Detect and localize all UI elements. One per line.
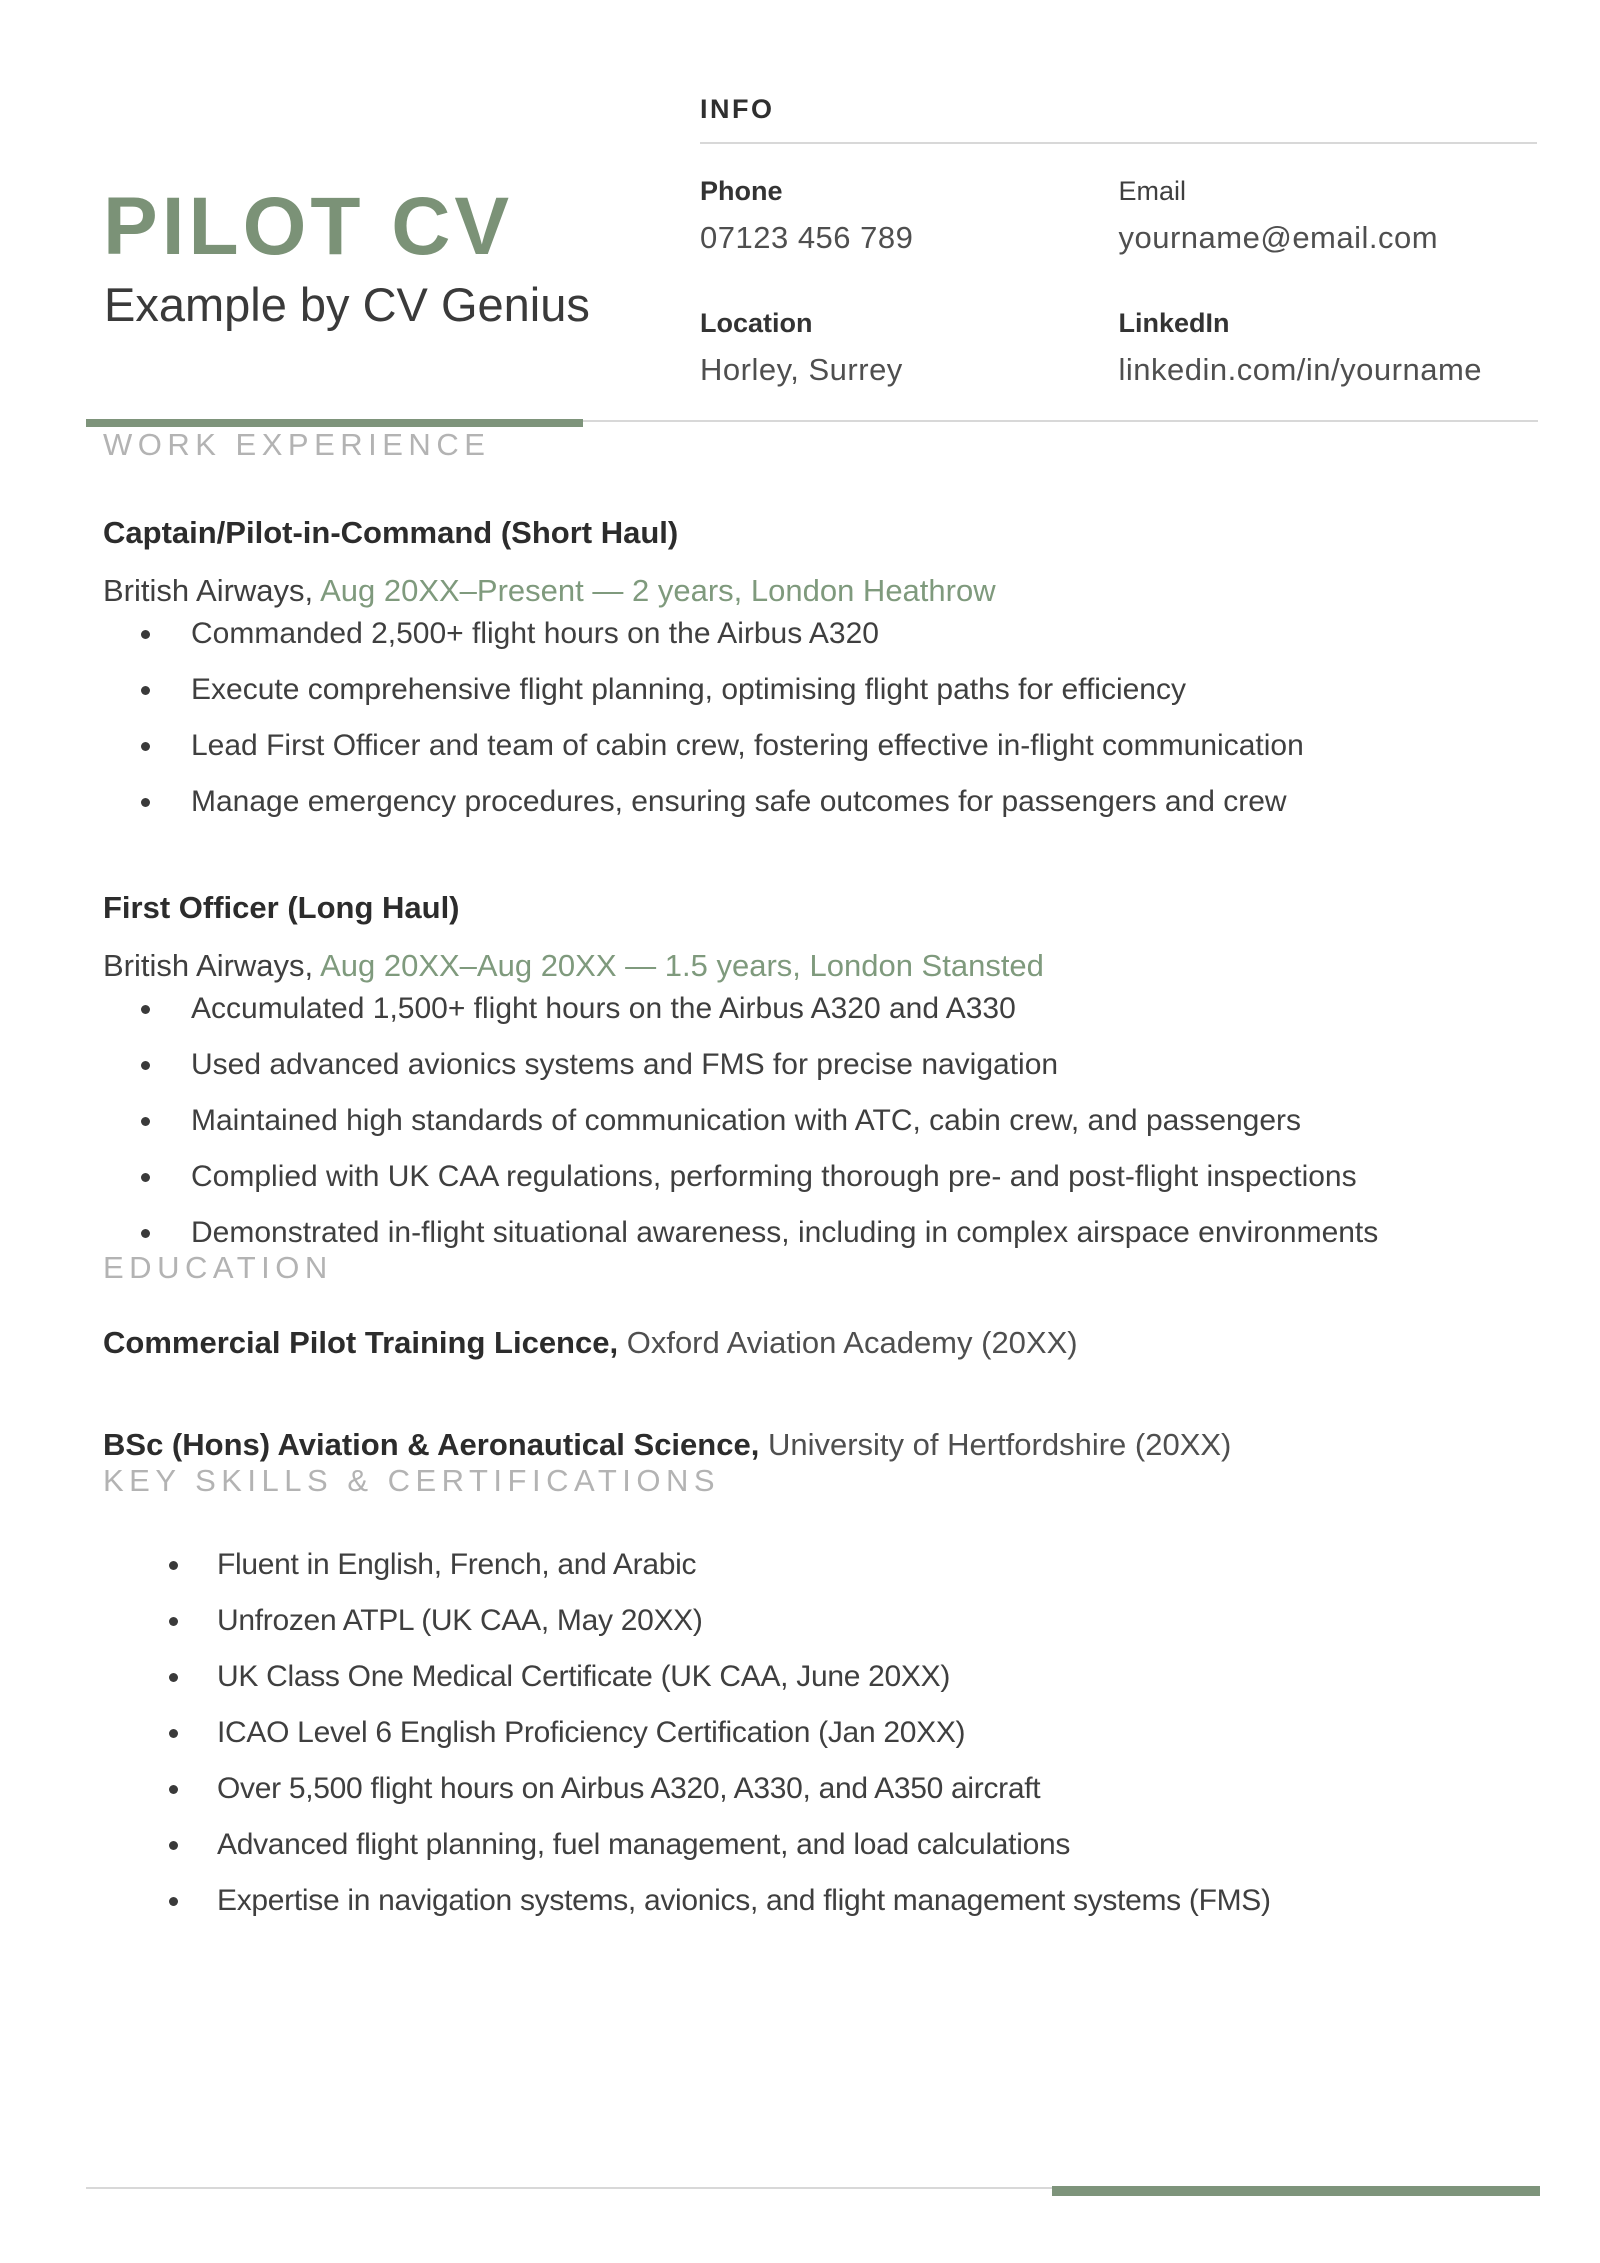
bullet-item: Maintained high standards of communication with ATC, cabin crew, and passengers	[103, 1104, 1537, 1138]
skills-bullet-list	[103, 1548, 1537, 1918]
education-section	[103, 1250, 1537, 1463]
linkedin-value: linkedin.com/in/yourname	[1118, 352, 1483, 387]
bullet-item: Accumulated 1,500+ flight hours on the Airbus A320 and A330	[103, 992, 1537, 1026]
info-grid	[700, 176, 1537, 388]
bullet-item: Complied with UK CAA regulations, performing thorough pre- and post-flight inspections	[103, 1160, 1537, 1194]
email-label: Email	[1118, 176, 1187, 206]
job-dates-location: Aug 20XX–Present — 2 years, London Heathrow	[320, 573, 996, 608]
bullet-item: Used advanced avionics systems and FMS for precise navigation	[103, 1048, 1537, 1082]
bullet-item: ICAO Level 6 English Proficiency Certification (Jan 20XX)	[103, 1716, 1537, 1750]
job-company-line	[103, 948, 1537, 984]
work-experience-section	[103, 427, 1537, 1250]
work-section-heading: WORK EXPERIENCE	[103, 427, 491, 462]
info-divider-line	[700, 142, 1537, 144]
education-entry	[103, 1325, 1537, 1361]
header-divider-line	[583, 420, 1538, 422]
skills-section	[103, 1463, 1537, 1918]
phone-label: Phone	[700, 176, 783, 206]
footer-accent-bar	[1052, 2186, 1540, 2196]
info-field-email	[1119, 176, 1538, 256]
education-section-heading: EDUCATION	[103, 1250, 333, 1285]
education-entry	[103, 1427, 1537, 1463]
degree-name: BSc (Hons) Aviation & Aeronautical Science,	[103, 1427, 760, 1462]
job-entry	[103, 515, 1537, 819]
info-panel	[700, 94, 1537, 388]
bullet-item: Fluent in English, French, and Arabic	[103, 1548, 1537, 1582]
degree-name: Commercial Pilot Training Licence,	[103, 1325, 619, 1360]
info-field-linkedin	[1119, 308, 1538, 388]
school-name: Oxford Aviation Academy (20XX)	[626, 1325, 1078, 1360]
bullet-item: Over 5,500 flight hours on Airbus A320, A330, and A350 aircraft	[103, 1772, 1537, 1806]
company-name: British Airways,	[103, 948, 314, 983]
bullet-item: Demonstrated in-flight situational awareness, including in complex airspace environments	[103, 1216, 1537, 1250]
job-bullet-list	[103, 617, 1537, 819]
linkedin-label: LinkedIn	[1118, 308, 1230, 338]
company-name: British Airways,	[103, 573, 314, 608]
location-value: Horley, Surrey	[700, 352, 903, 387]
header-accent-bar	[86, 419, 583, 427]
bullet-item: Lead First Officer and team of cabin crew, fostering effective in-flight communication	[103, 729, 1537, 763]
job-company-line	[103, 573, 1537, 609]
bullet-item: UK Class One Medical Certificate (UK CAA, June 20XX)	[103, 1660, 1537, 1694]
bullet-item: Unfrozen ATPL (UK CAA, May 20XX)	[103, 1604, 1537, 1638]
cv-body	[103, 427, 1537, 1918]
info-field-location	[700, 308, 1119, 388]
page-title: PILOT CV	[103, 181, 514, 272]
bullet-item: Expertise in navigation systems, avionics, and flight management systems (FMS)	[103, 1884, 1537, 1918]
bullet-item: Execute comprehensive flight planning, optimising flight paths for efficiency	[103, 673, 1537, 707]
job-bullet-list	[103, 992, 1537, 1250]
footer-divider-line	[86, 2187, 1052, 2189]
page-subtitle: Example by CV Genius	[104, 278, 590, 331]
header-accent-divider	[86, 419, 1538, 427]
email-value: yourname@email.com	[1118, 220, 1439, 255]
job-entry	[103, 890, 1537, 1250]
bullet-item: Manage emergency procedures, ensuring safe outcomes for passengers and crew	[103, 785, 1537, 819]
job-dates-location: Aug 20XX–Aug 20XX — 1.5 years, London Stansted	[320, 948, 1044, 983]
school-name: University of Hertfordshire (20XX)	[767, 1427, 1232, 1462]
job-title: Captain/Pilot-in-Command (Short Haul)	[103, 515, 679, 550]
bullet-item: Commanded 2,500+ flight hours on the Airbus A320	[103, 617, 1537, 651]
job-title: First Officer (Long Haul)	[103, 890, 460, 925]
location-label: Location	[700, 308, 813, 338]
footer-accent-divider	[86, 2186, 1540, 2196]
info-field-phone	[700, 176, 1119, 256]
bullet-item: Advanced flight planning, fuel management, and load calculations	[103, 1828, 1537, 1862]
phone-value: 07123 456 789	[700, 220, 914, 255]
info-heading: INFO	[700, 94, 775, 124]
skills-section-heading: KEY SKILLS & CERTIFICATIONS	[103, 1463, 721, 1498]
